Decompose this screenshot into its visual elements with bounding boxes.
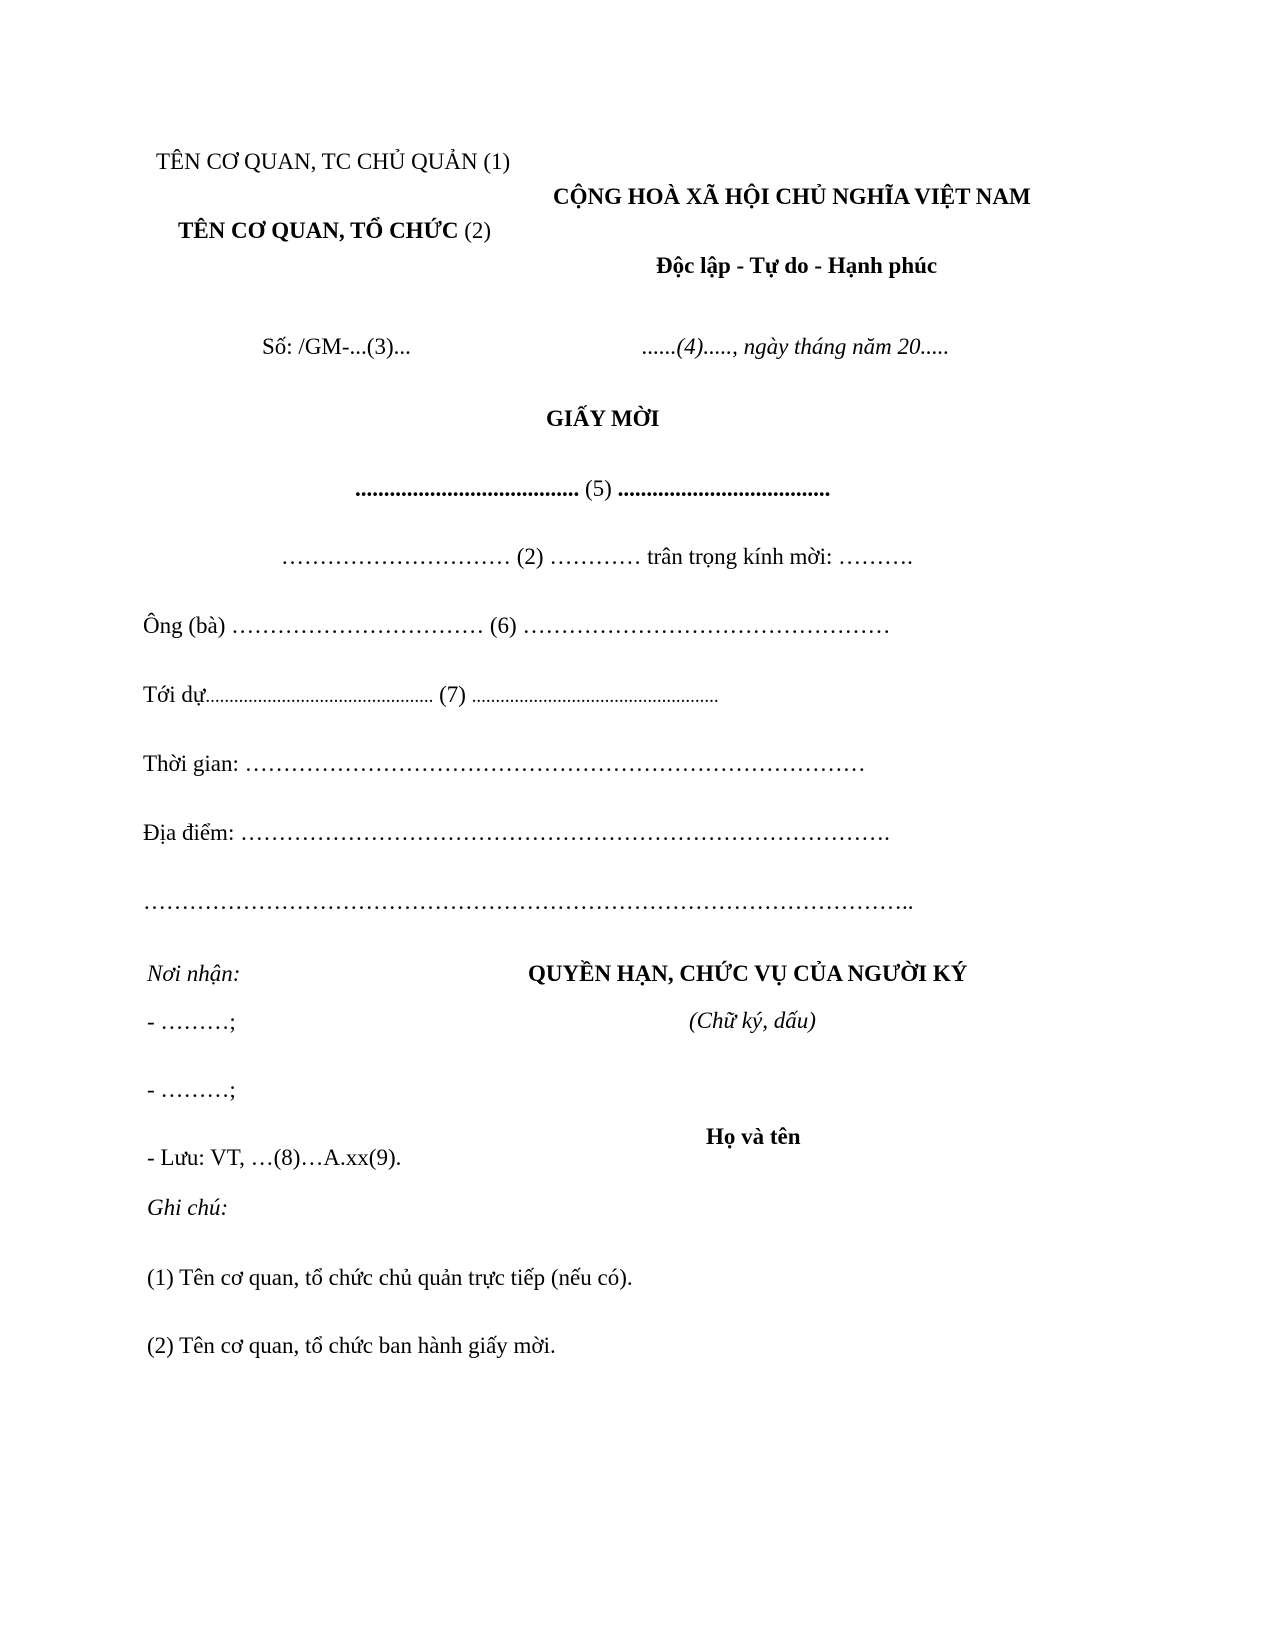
mr-mrs-line: Ông (bà) …………………………… (6) ………………………………………… (143, 613, 891, 638)
attend-dots-right: .................................................... (471, 686, 719, 707)
note-2: (2) Tên cơ quan, tổ chức ban hành giấy mời. (147, 1333, 556, 1358)
extra-line: ……………………………………………………………………………………….. (143, 889, 914, 914)
org-name-ref: (2) (458, 218, 492, 243)
note-1: (1) Tên cơ quan, tổ chức chủ quản trực tiếp (nếu có). (147, 1265, 633, 1290)
attend-ref: (7) (433, 682, 472, 707)
signer-full-name: Họ và tên (706, 1124, 801, 1149)
motto: Độc lập - Tự do - Hạnh phúc (656, 253, 938, 278)
recipient-item-2: - ………; (147, 1077, 236, 1102)
subject-dots-right: ..................................... (617, 476, 831, 501)
venue-line: Địa điểm: …………………………………………………………………………. (143, 820, 890, 845)
org-name (178, 219, 491, 242)
attend-line (143, 683, 719, 706)
subject-ref: (5) (579, 476, 618, 501)
country-name: CỘNG HOÀ XÃ HỘI CHỦ NGHĨA VIỆT NAM (553, 184, 1031, 209)
org-name-text: TÊN CƠ QUAN, TỔ CHỨC (178, 218, 459, 243)
invite-line: ………………………… (2) ………… trân trọng kính mời: ………. (281, 544, 913, 569)
signature-note: (Chữ ký, dấu) (689, 1008, 816, 1033)
recipients-label: Nơi nhận: (147, 961, 241, 986)
recipient-item-1: - ………; (147, 1009, 236, 1034)
doc-number: Số: /GM-...(3)... (262, 334, 411, 359)
notes-label: Ghi chú: (147, 1195, 229, 1220)
attend-dots-left: ................................................ (205, 686, 434, 707)
place-date: ......(4)....., ngày tháng năm 20..... (642, 334, 950, 359)
doc-title: GIẤY MỜI (546, 406, 660, 431)
recipient-archive: - Lưu: VT, …(8)…A.xx(9). (147, 1145, 402, 1170)
attend-label: Tới dự (143, 682, 206, 707)
parent-org: TÊN CƠ QUAN, TC CHỦ QUẢN (1) (156, 149, 511, 174)
subject-dots-left: ....................................... (355, 476, 580, 501)
subject-line (355, 477, 830, 500)
time-line: Thời gian: ……………………………………………………………………… (143, 751, 866, 776)
signer-authority: QUYỀN HẠN, CHỨC VỤ CỦA NGƯỜI KÝ (528, 961, 968, 986)
